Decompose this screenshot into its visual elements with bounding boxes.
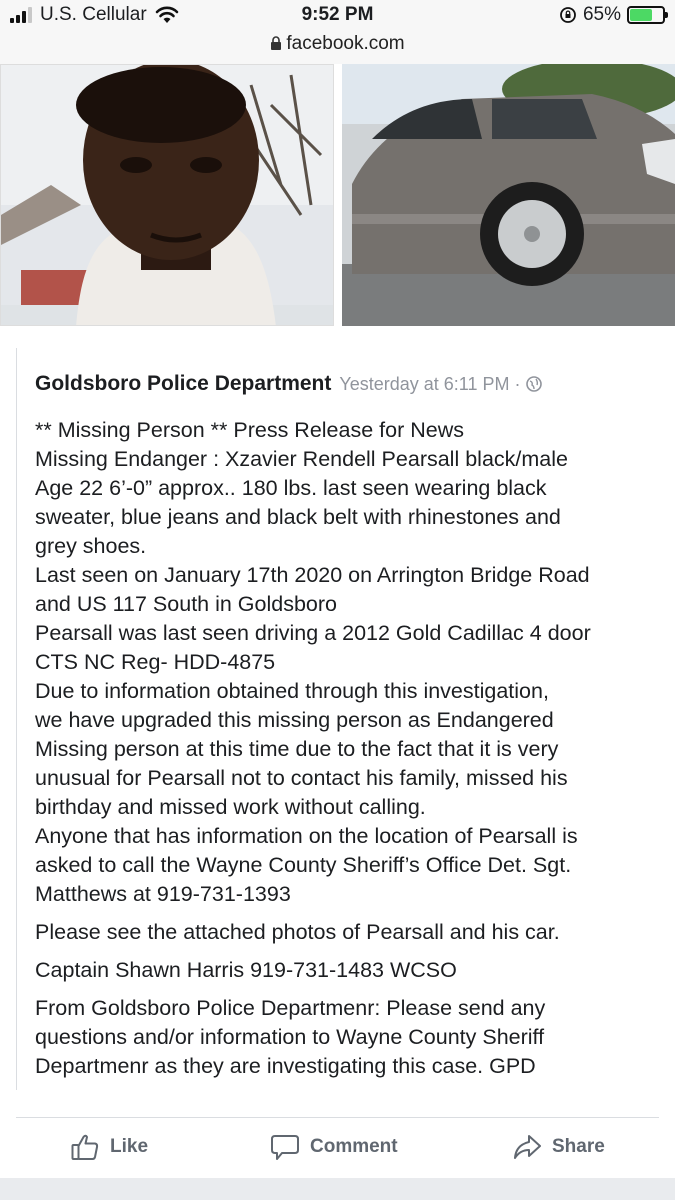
- post-body: [17, 396, 659, 1081]
- post-line: birthday and missed work without calling.: [35, 795, 426, 819]
- post-line: and US 117 South in Goldsboro: [35, 592, 337, 616]
- globe-icon: [526, 376, 542, 392]
- bottom-separator: [0, 1178, 675, 1200]
- post-line: asked to call the Wayne County Sheriff’s Office Det. Sgt.: [35, 853, 572, 877]
- post-line: unusual for Pearsall not to contact his family, missed his: [35, 766, 568, 790]
- post-paragraph-photos: Please see the attached photos of Pearsall and his car.: [35, 920, 560, 944]
- battery-percent: 65%: [582, 4, 621, 25]
- post-paragraph-main: [35, 416, 649, 909]
- post-paragraph-from: [35, 994, 649, 1081]
- post-line: From Goldsboro Police Departmenr: Please send any: [35, 996, 546, 1020]
- post-line: ** Missing Person ** Press Release for News: [35, 418, 464, 442]
- post-header: [17, 348, 659, 396]
- share-label: Share: [552, 1136, 605, 1157]
- post-line: questions and/or information to Wayne County Sheriff: [35, 1025, 545, 1049]
- status-time: 9:52 PM: [301, 4, 374, 25]
- post-line: grey shoes.: [35, 534, 147, 558]
- post-line: CTS NC Reg- HDD-4875: [35, 650, 276, 674]
- battery-icon: [627, 6, 665, 24]
- status-bar: [0, 0, 675, 64]
- url-text: facebook.com: [286, 33, 405, 54]
- post-line: Missing person at this time due to the fact that it is very: [35, 737, 559, 761]
- post-line: Matthews at 919-731-1393: [35, 882, 291, 906]
- post-paragraph-captain: Captain Shawn Harris 919-731-1483 WCSO: [35, 958, 457, 982]
- post-author[interactable]: Goldsboro Police Department: [35, 372, 332, 395]
- post-timestamp-text: Yesterday at 6:11 PM ·: [339, 374, 521, 394]
- post-line: we have upgraded this missing person as Endangered: [35, 708, 554, 732]
- post: [16, 348, 659, 1090]
- post-line: sweater, blue jeans and black belt with rhinestones and: [35, 505, 561, 529]
- car-photo[interactable]: [342, 64, 675, 326]
- post-line: Departmenr as they are investigating this case. GPD: [35, 1054, 536, 1078]
- thumbs-up-icon: [70, 1132, 100, 1162]
- person-photo[interactable]: [0, 64, 334, 326]
- like-button[interactable]: [70, 1132, 148, 1162]
- comment-button[interactable]: [270, 1132, 398, 1162]
- rotation-lock-icon: [559, 6, 577, 24]
- post-line: Age 22 6’-0” approx.. 180 lbs. last seen wearing black: [35, 476, 547, 500]
- lock-icon: [270, 36, 282, 50]
- car-photo-image: [342, 64, 675, 326]
- like-label: Like: [110, 1136, 149, 1157]
- post-line: Anyone that has information on the location of Pearsall is: [35, 824, 578, 848]
- post-action-bar: [16, 1117, 659, 1175]
- post-line: Pearsall was last seen driving a 2012 Gold Cadillac 4 door: [35, 621, 591, 645]
- share-icon: [512, 1132, 542, 1162]
- person-photo-image: [1, 65, 334, 326]
- carrier-name: U.S. Cellular: [40, 4, 147, 25]
- comment-label: Comment: [310, 1136, 398, 1157]
- post-line: Missing Endanger : Xzavier Rendell Pearsall black/male: [35, 447, 568, 471]
- post-line: Last seen on January 17th 2020 on Arrington Bridge Road: [35, 563, 590, 587]
- status-right: [559, 4, 665, 26]
- post-line: Due to information obtained through this investigation,: [35, 679, 549, 703]
- share-button[interactable]: [512, 1132, 605, 1162]
- url-bar[interactable]: [0, 33, 675, 55]
- photo-grid: [0, 64, 675, 328]
- comment-icon: [270, 1132, 300, 1162]
- post-timestamp[interactable]: [339, 374, 541, 395]
